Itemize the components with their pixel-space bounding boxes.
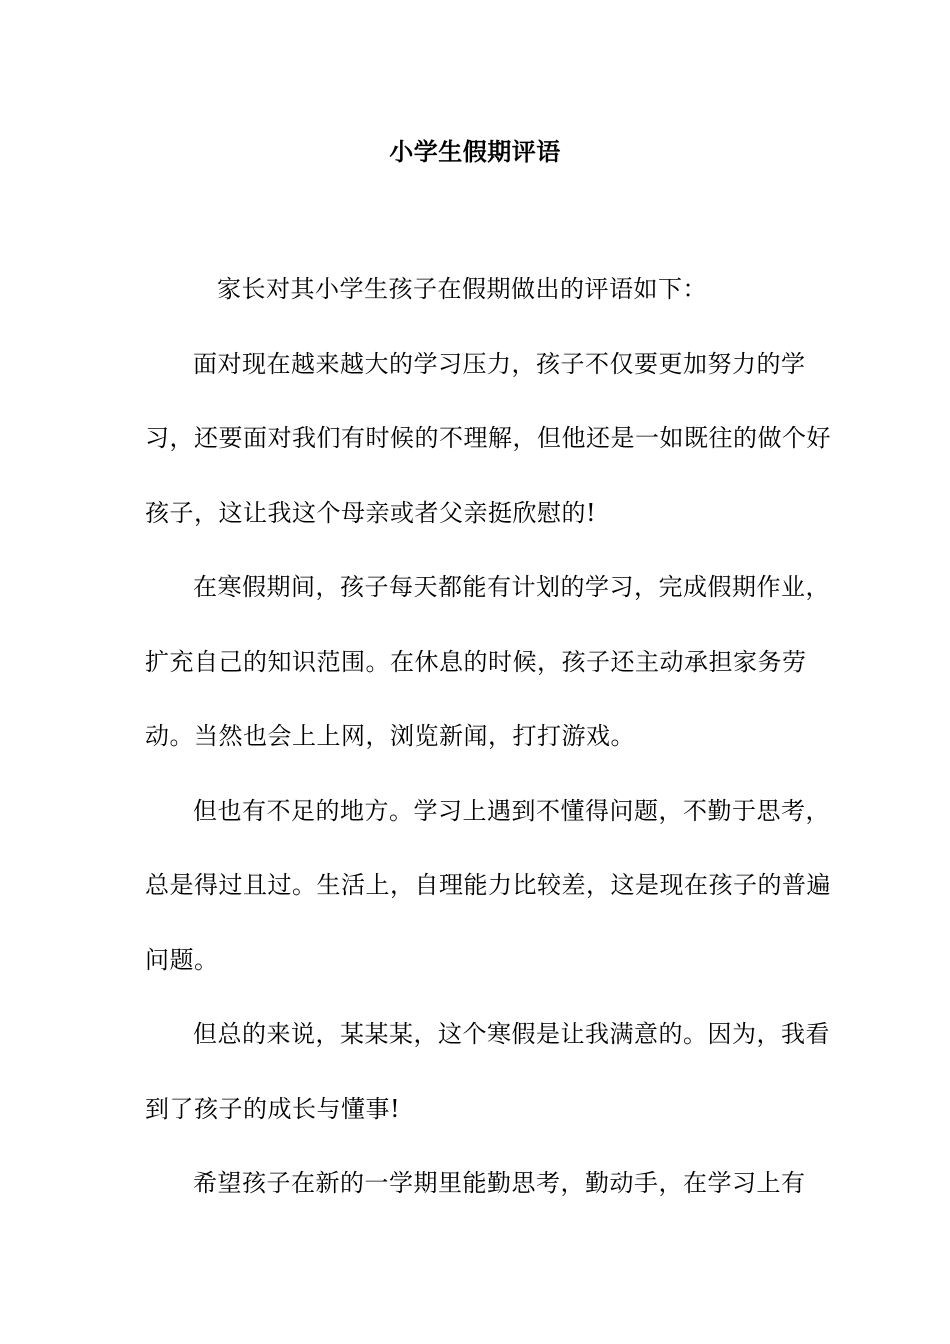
paragraph-2: 在寒假期间，孩子每天都能有计划的学习，完成假期作业，扩充自己的知识范围。在休息的时候，孩子还主动承担家务劳动。当然也会上上网，浏览新闻，打打游戏。 (145, 573, 830, 750)
paragraph-intro: 家长对其小学生孩子在假期做出的评语如下： (217, 275, 707, 303)
document-title: 小学生假期评语 (389, 137, 561, 166)
paragraph-4: 但总的来说，某某某，这个寒假是让我满意的。因为，我看到了孩子的成长与懂事! (145, 1020, 830, 1123)
paragraph-3: 但也有不足的地方。学习上遇到不懂得问题，不勤于思考，总是得过且过。生活上，自理能力比较差，这是现在孩子的普遍问题。 (145, 796, 831, 974)
paragraph-5: 希望孩子在新的一学期里能勤思考，勤动手，在学习上有 (193, 1169, 806, 1197)
paragraph-1: 面对现在越来越大的学习压力，孩子不仅要更加努力的学习，还要面对我们有时候的不理解，但他还是一如既往的做个好孩子，这让我这个母亲或者父亲挺欣慰的! (145, 349, 831, 527)
document-body (145, 252, 835, 1221)
